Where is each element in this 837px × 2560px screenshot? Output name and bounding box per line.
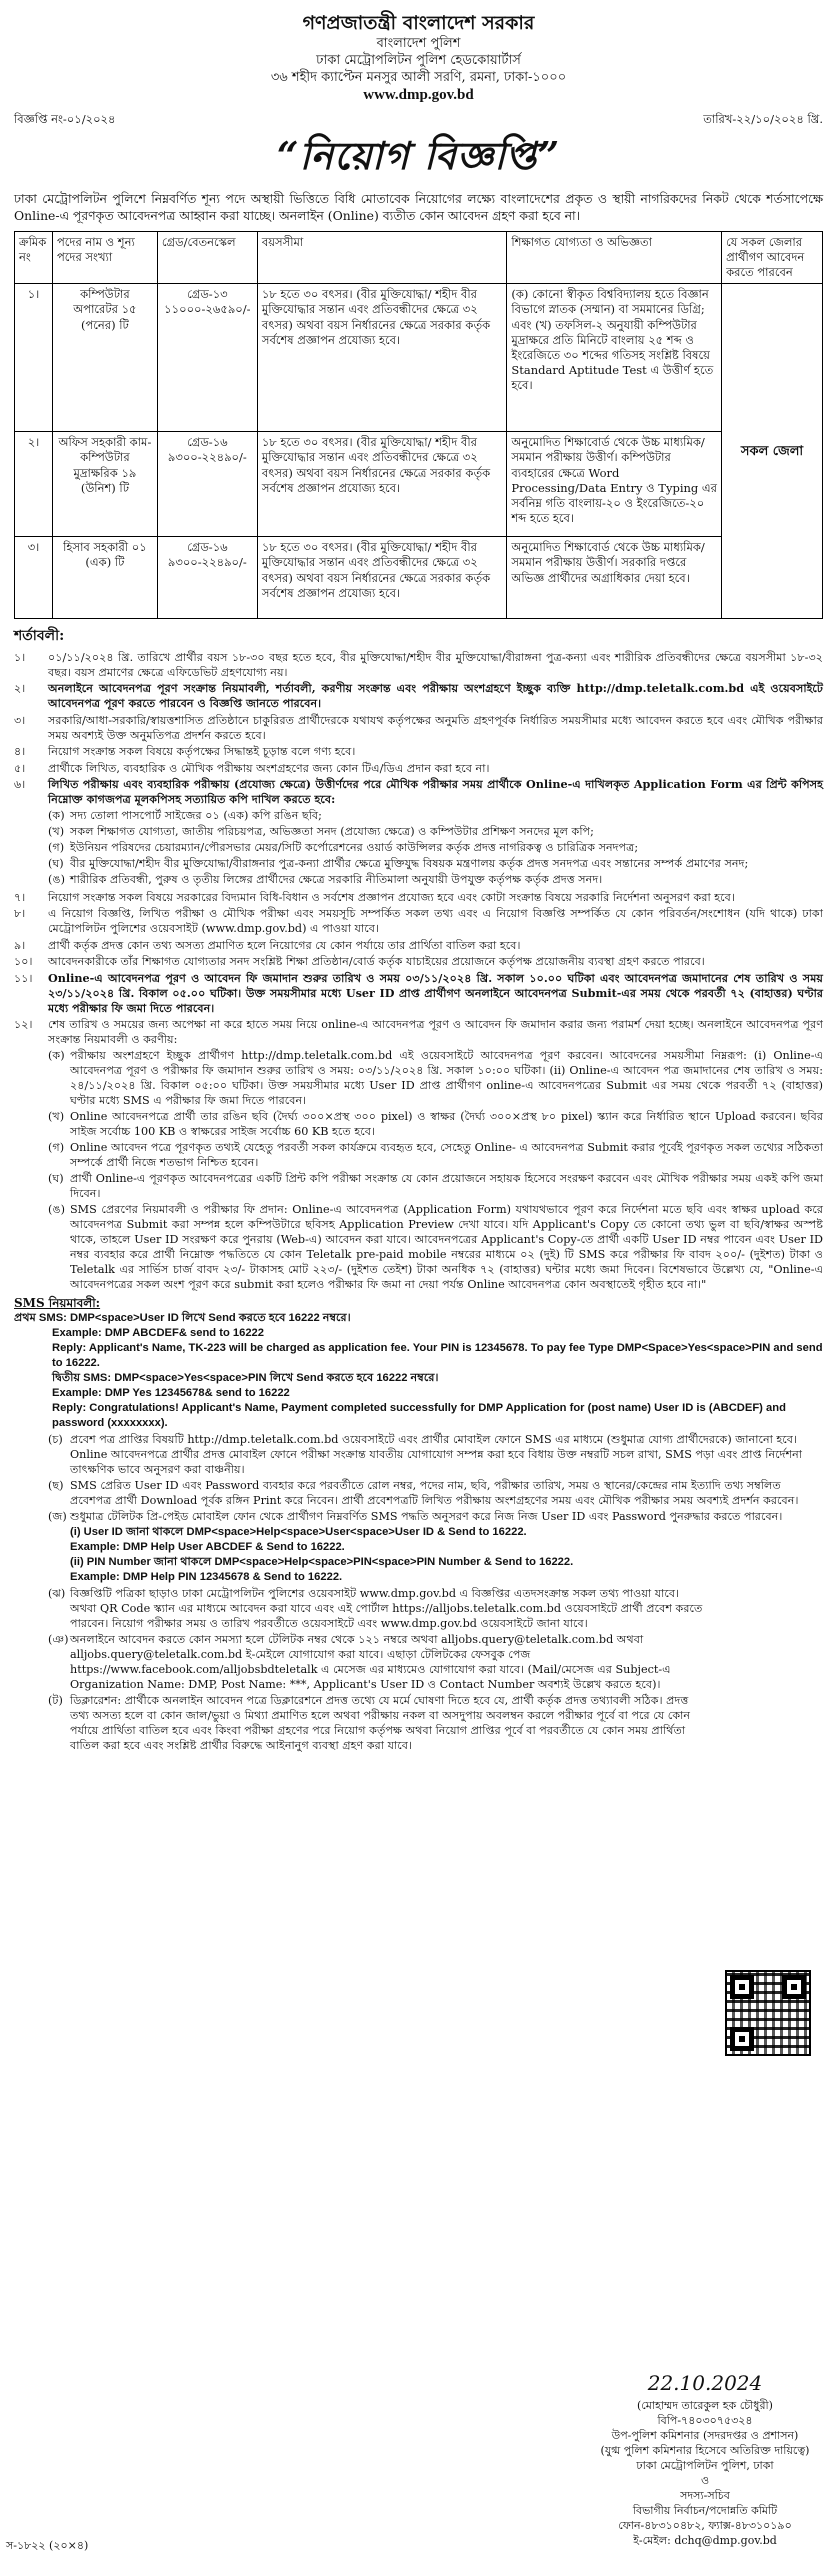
signatory-id: বিপি-৭৪০৩০৭৫৩২৪ [657, 2414, 753, 2428]
posts-table [14, 231, 823, 620]
sub-label: (ঘ) [48, 857, 64, 871]
term-text: নিয়োগ সংক্রান্ত সকল বিষয়ে সরকারের বিদ্যমান বিধি-বিধান ও সর্বশেষ প্রজ্ঞাপন প্রযোজ্য হবে এবং কোটা সংক্রান্ত বিষয়ে সরকারি নির্দেশনা অনুসরণ করা হবে। [48, 890, 735, 904]
col-header-post: পদের নাম ও শূন্য পদের সংখ্যা [52, 231, 157, 284]
sub-text: পরীক্ষায় অংশগ্রহণে ইচ্ছুক প্রার্থীগণ http://dmp.teletalk.com.bd এই ওয়েবসাইটে আবেদনপত্র পূরণ করবেন। আবেদনের সময়সীমা নিম্নরূপ: (i) Online-এ আবেদনপত্র পূরণ ও পরীক্ষার ফি জমাদান শুরুর তারিখ ও সময়: ০৩/১১/২০২৪ খ্রি. সকাল ১০:০০ ঘটিকা। (ii) Online-এ আবেদন পত্র জমাদানের শেষ তারিখ ও সময়: ২৪/১১/২০২৪ খ্রি. বিকাল ০৫:০০ ঘটিকা। উক্ত সময়সীমার মধ্যে User ID প্রাপ্ত প্রার্থীগণ online-এ আবেদনপত্রের Submit এর সময় থেকে পরবর্তী ৭২ (বাহাত্তর) ঘণ্টার মধ্যে SMS এ পরীক্ষার ফি জমা দিতে পারবেন। [70, 1049, 823, 1108]
term-text: এ নিয়োগ বিজ্ঞপ্তি, লিখিত পরীক্ষা ও মৌখিক পরীক্ষা এবং সময়সূচি সম্পর্কিত সকল তথ্য এবং এ নিয়োগ বিজ্ঞপ্তি সম্পর্কিত যে কোন পরিবর্তন/সংশোধন (যদি থাকে) ঢাকা মেট্রোপলিটন পুলিশের ওয়েবসাইট (www.dmp.gov.bd) এ পাওয়া যাবে। [48, 907, 823, 936]
footer-code: স-১৮২২ (২০×৪) [6, 2539, 89, 2553]
sub-item [48, 808, 823, 823]
term-text: নিয়োগ সংক্রান্ত সকল বিষয়ে কর্তৃপক্ষের সিদ্ধান্তই চূড়ান্ত বলে গণ্য হবে। [48, 745, 356, 759]
sub-text: SMS প্রেরিত User ID এবং Password ব্যবহার করে পরবর্তীতে রোল নম্বর, পদের নাম, ছবি, পরীক্ষার তারিখ, সময় ও স্থানের/কেন্দ্রের নাম ইত্যাদি তথ্য সম্বলিত প্রবেশপত্র প্রার্থী Download পূর্বক রঙ্গিন Print করে নিবেন। প্রার্থী প্রবেশপত্রটি লিখিত পরীক্ষায় অংশগ্রহণের সময় এবং মৌখিক পরীক্ষার সময় অবশ্যই প্রদর্শন করবেন। [70, 1478, 799, 1507]
sub-label: (ক) [48, 809, 65, 823]
term-item [14, 938, 823, 953]
recovery-block [70, 1525, 690, 1585]
term-text: সরকারি/আধা-সরকারি/স্বায়ত্তশাসিত প্রতিষ্ঠানে চাকুরিরত প্রার্থীদেরকে যথাযথ কর্তৃপক্ষের অনুমতি গ্রহণপূর্বক নির্ধারিত সময়সীমার মধ্যে আবেদন করতে হবে এবং মৌখিক পরীক্ষার সময় অবশ্যই উক্ত অনুমতিপত্র প্রদর্শন করতে হবে। [48, 713, 823, 742]
term-item [14, 744, 823, 759]
sub-text: শারীরিক প্রতিবন্ধী, পুরুষ ও তৃতীয় লিঙ্গের প্রার্থীদের ক্ষেত্রে সরকারি নীতিমালা অনুযায়ী উপযুক্ত কর্তৃপক্ষ কর্তৃক প্রদত্ত সনদ। [70, 873, 603, 887]
sub-list [48, 1048, 823, 1292]
qr-code-icon[interactable] [725, 1970, 811, 2056]
recovery-line: Example: DMP Help PIN 12345678 & Send to 16222. [70, 1570, 343, 1583]
term-text: প্রার্থীকে লিখিত, ব্যবহারিক ও মৌখিক পরীক্ষায় অংশগ্রহণের জন্য কোন টিএ/ডিএ প্রদান করা হবে না। [48, 761, 490, 775]
reference-row [14, 112, 823, 127]
term-number: ১২। [14, 1018, 33, 1032]
cell-grade: গ্রেড-১৩ ১১০০০-২৬৫৯০/- [157, 284, 257, 432]
sub-item [48, 1171, 823, 1201]
signatory-email[interactable]: ই-মেইল: dchq@dmp.gov.bd [633, 2533, 777, 2547]
signatory-name: (মোহাম্মদ তারেকুল হক চৌধুরী) [637, 2399, 773, 2413]
term-item [14, 954, 823, 969]
signatory-title: উপ-পুলিশ কমিশনার (সদরদপ্তর ও প্রশাসন) [611, 2429, 799, 2443]
term-item [14, 890, 823, 905]
recovery-line: Example: DMP Help User ABCDEF & Send to 16222. [70, 1540, 345, 1553]
final-sub-list [48, 1586, 708, 1753]
sub-item [48, 1586, 708, 1631]
term-text: ০১/১১/২০২৪ খ্রি. তারিখে প্রার্থীর বয়স ১৮-৩০ বছর হতে হবে, বীর মুক্তিযোদ্ধা/শহীদ বীর মুক্তিযোদ্ধা/বীরাঙ্গনা পুত্র-কন্যা এবং শারীরিক প্রতিবন্ধীদের ক্ষেত্রে বয়সসীমা ১৮-৩২ বছর। বয়স প্রমাণের ক্ষেত্রে এফিডেভিট গ্রহণযোগ্য নয়। [48, 650, 823, 679]
terms-heading: শর্তাবলী: [14, 628, 65, 645]
term-text: Online-এ আবেদনপত্র পূরণ ও আবেদন ফি জমাদান শুরুর তারিখ ও সময় ০৩/১১/২০২৪ খ্রি. সকাল ১০.০০ ঘটিকা এবং আবেদনপত্র জমাদানের শেষ তারিখ ও সময় ২৩/১১/২০২৪ খ্রি. বিকাল ০৫.০০ ঘটিকা। উক্ত সময়সীমার মধ্যে User ID প্রাপ্ত প্রার্থীগণ অনলাইনে আবেদনপত্র Submit-এর সময় থেকে পরবর্তী ৭২ (বাহাত্তর) ঘণ্টার মধ্যে পরীক্ষার ফি জমা দিতে পারবেন। [48, 970, 823, 1015]
dept-name: বাংলাদেশ পুলিশ [376, 35, 461, 51]
sub-label: (ছ) [48, 1478, 64, 1492]
signatory-org: ঢাকা মেট্রোপলিটন পুলিশ, ঢাকা [636, 2459, 774, 2472]
signatory-phone: ফোন-৪৮৩১০৪৮২, ফ্যাক্স-৪৮৩১০১৯০ [618, 2518, 792, 2532]
cell-education: অনুমোদিত শিক্ষাবোর্ড থেকে উচ্চ মাধ্যমিক/সমমান পরীক্ষায় উত্তীর্ণ। কম্পিউটার ব্যবহারের ক্ষেত্রে Word Processing/Data Entry ও Typing এর সর্বনিম্ন গতি বাংলায়-২০ ও ইংরেজিতে-২০ শব্দ হতে হবে। [507, 432, 722, 537]
sub-item [48, 1478, 823, 1508]
col-header-age: বয়সসীমা [257, 231, 507, 284]
term-number: ৪। [14, 745, 26, 759]
sub-text: বীর মুক্তিযোদ্ধা/শহীদ বীর মুক্তিযোদ্ধা/বীরাঙ্গনার পুত্র-কন্যা প্রার্থীর ক্ষেত্রে মুক্তিযুদ্ধ বিষয়ক মন্ত্রণালয় কর্তৃক প্রদত্ত সনদপত্র এবং সন্তানের সম্পর্ক প্রমাণের সনদ; [70, 857, 749, 871]
term-text: শেষ তারিখ ও সময়ের জন্য অপেক্ষা না করে হাতে সময় নিয়ে online-এ আবেদনপত্র পূরণ ও আবেদন ফি জমাদান করার জন্য পরামর্শ দেয়া হচ্ছে। অনলাইনে আবেদনপত্র পূরণ সংক্রান্ত নিয়মাবলী ও করণীয়: [48, 1018, 823, 1047]
terms-list [14, 650, 823, 1294]
signatory-additional-title: (যুগ্ম পুলিশ কমিশনার হিসেবে অতিরিক্ত দায়িত্বে) [600, 2444, 810, 2458]
letterhead [14, 12, 823, 106]
sms-heading: SMS নিয়মাবলী: [14, 1295, 101, 1310]
term-number: ৫। [14, 761, 26, 775]
sub-label: (গ) [48, 1141, 65, 1155]
table-header-row [15, 231, 823, 284]
sub-label: (ট) [48, 1693, 63, 1707]
table-row [15, 432, 823, 537]
sub-text: শুধুমাত্র টেলিটক প্রি-পেইড মোবাইল ফোন থেকে প্রার্থীগণ নিম্নবর্ণিত SMS পদ্ধতি অনুসরণ করে নিজ নিজ User ID এবং Password পুনরুদ্ধার করতে পারবেন। [70, 1509, 783, 1523]
cell-post: হিসাব সহকারী ০১ (এক) টি [52, 537, 157, 619]
office-address: ৩৬ শহীদ ক্যাপ্টেন মনসুর আলী সরণি, রমনা, ঢাকা-১০০০ [270, 69, 567, 85]
sub-label: (খ) [48, 825, 65, 839]
sub-text: বিজ্ঞপ্তিটি পত্রিকা ছাড়াও ঢাকা মেট্রোপলিটন পুলিশের ওয়েবসাইট www.dmp.gov.bd এ বিজ্ঞপ্তির এতদসংক্রান্ত সকল তথ্য পাওয়া যাবে। অথবা QR Code স্ক্যান এর মাধ্যমে আবেদন করা যাবে এবং এই পোর্টাল https://alljobs.teletalk.com.bd ওয়েবসাইটে প্রার্থী প্রবেশ করতে পারবেন। নিয়োগ পরীক্ষার সময় ও তারিখ পরবর্তীতে ওয়েবসাইটে এবং www.dmp.gov.bd ওয়েবসাইটে জানা যাবে। [70, 1586, 703, 1630]
term-text: প্রার্থী কর্তৃক প্রদত্ত কোন তথ্য অসত্য প্রমাণিত হলে নিয়োগের যে কোন পর্যায়ে তার প্রার্থিতা বাতিল করা হবে। [48, 938, 521, 952]
sub-item [48, 840, 823, 855]
term-number: ১০। [14, 955, 33, 969]
recovery-line: (i) User ID জানা থাকলে DMP<space>Help<space>User<space>User ID & Send to 16222. [70, 1525, 527, 1538]
govt-name: গণপ্রজাতন্ত্রী বাংলাদেশ সরকার [302, 12, 535, 34]
sub-label: (জ) [48, 1509, 67, 1523]
intro-paragraph: ঢাকা মেট্রোপলিটন পুলিশে নিম্নবর্ণিত শূন্য পদে অস্থায়ী ভিত্তিতে বিধি মোতাবেক নিয়োগের লক্ষ্যে বাংলাদেশের প্রকৃত ও স্থায়ী নাগরিকদের নিকট থেকে শর্তসাপেক্ষে Online-এ পূরণকৃত আবেদনপত্র আহ্বান করা যাচ্ছে। অনলাইন (Online) ব্যতীত কোন আবেদন গ্রহণ করা হবে না। [14, 190, 823, 224]
signatory-committee: বিভাগীয় নির্বাচন/পদোন্নতি কমিটি [632, 2503, 778, 2517]
sub-item [48, 1109, 823, 1139]
recovery-line: (ii) PIN Number জানা থাকলে DMP<space>Help<space>PIN<space>PIN Number & Send to 16222. [70, 1555, 574, 1568]
cell-grade: গ্রেড-১৬ ৯৩০০-২২৪৯০/- [157, 432, 257, 537]
cell-grade: গ্রেড-১৬ ৯৩০০-২২৪৯০/- [157, 537, 257, 619]
sub-label: (খ) [48, 1110, 65, 1124]
col-header-education: শিক্ষাগত যোগ্যতা ও অভিজ্ঞতা [507, 231, 722, 284]
sub-text: সদ্য তোলা পাসপোর্ট সাইজের ০১ (এক) কপি রঙিন ছবি; [70, 809, 322, 823]
term-number: ৩। [14, 713, 26, 727]
sub-text: Online আবেদনপত্রে প্রার্থী তার রঙিন ছবি (দৈর্ঘ্য ৩০০×প্রস্থ ৩০০ pixel) ও স্বাক্ষর (দৈর্ঘ্য ৩০০×প্রস্থ ৮০ pixel) স্ক্যান করে নির্ধারিত স্থানে Upload করবেন। ছবির সাইজ সর্বোচ্চ 100 KB ও স্বাক্ষরের সাইজ সর্বোচ্চ 60 KB হতে হবে। [70, 1110, 823, 1139]
col-header-sl: ক্রমিক নং [15, 231, 53, 284]
cell-post: অফিস সহকারী কাম-কম্পিউটার মুদ্রাক্ষরিক ১৯ (উনিশ) টি [52, 432, 157, 537]
sub-label: (ঞ) [48, 1632, 69, 1646]
cell-age: ১৮ হতে ৩০ বৎসর। (বীর মুক্তিযোদ্ধা/ শহীদ বীর মুক্তিযোদ্ধার সন্তান এবং প্রতিবন্ধীদের ক্ষেত্রে ৩২ বৎসর) অথবা বয়স নির্ধারনের ক্ষেত্রে সরকার কর্তৃক সর্বশেষ প্রজ্ঞাপন প্রযোজ্য হবে। [257, 284, 507, 432]
sub-text: সকল শিক্ষাগত যোগ্যতা, জাতীয় পরিচয়পত্র, অভিজ্ঞতা সনদ (প্রযোজ্য ক্ষেত্রে) ও কম্পিউটার প্রশিক্ষণ সনদের মূল কপি; [70, 825, 594, 839]
sub-text: ডিক্লারেশন: প্রার্থীকে অনলাইন আবেদন পত্রে ডিক্লারেশনে প্রদত্ত তথ্যে যে মর্মে ঘোষণা দিতে হবে যে, প্রার্থী কর্তৃক প্রদত্ত তথ্যাবলী সঠিক। প্রদত্ত তথ্য অসত্য হলে বা কোন জাল/ভুয়া ও মিথ্যা প্রমাণিত হলে অথবা পরীক্ষায় নকল বা অসদুপায় অবলম্বন করলে পরীক্ষার পূর্বে বা পরে যে কোন পর্যায়ে প্রার্থিতা বাতিল হবে এবং কিংবা পরীক্ষা গ্রহণের পরে নিয়োগ কর্তৃপক্ষ অথবা নিয়োগ প্রাপ্তির পূর্বে বা পরবর্তীতে যে কোন সময় প্রার্থিতা বাতিল করা হবে এবং সংশ্লিষ্ট প্রার্থীর বিরুদ্ধে আইনানুগ ব্যবস্থা গ্রহণ করা যাবে। [70, 1693, 691, 1752]
sub-item [48, 1048, 823, 1108]
term-item [14, 1017, 823, 1293]
signature: 22.10.2024 [647, 2371, 763, 2395]
signature-block [585, 2370, 825, 2549]
sub-item [48, 872, 823, 887]
cell-education: অনুমোদিত শিক্ষাবোর্ড থেকে উচ্চ মাধ্যমিক/সমমান পরীক্ষায় উত্তীর্ণ। সরকারি দপ্তরে অভিজ্ঞ প্রার্থীদের অগ্রাধিকার দেয়া হবে। [507, 537, 722, 619]
term-text: অনলাইনে আবেদনপত্র পূরণ সংক্রান্ত নিয়মাবলী, শর্তাবলী, করণীয় সংক্রান্ত এবং পরীক্ষায় অংশগ্রহণে ইচ্ছুক ব্যক্তি http://dmp.teletalk.com.bd এই ওয়েবসাইটে আবেদনপত্র পূরণ করতে পারবেন ও বিজ্ঞপ্তি জানতে পারবেন। [48, 681, 823, 711]
term-item [14, 971, 823, 1016]
sub-text: ইউনিয়ন পরিষদের চেয়ারম্যান/পৌরসভার মেয়র/সিটি কর্পোরেশনের ওয়ার্ড কাউন্সিলর কর্তৃক প্রদত্ত নাগরিকত্ব ও চারিত্রিক সনদপত্র; [70, 841, 639, 855]
office-name: ঢাকা মেট্রোপলিটন পুলিশ হেডকোয়ার্টার্স [316, 52, 521, 68]
term-item [14, 906, 823, 936]
cell-age: ১৮ হতে ৩০ বৎসর। (বীর মুক্তিযোদ্ধা/ শহীদ বীর মুক্তিযোদ্ধার সন্তান এবং প্রতিবন্ধীদের ক্ষেত্রে ৩২ বৎসর) অথবা বয়স নির্ধারনের ক্ষেত্রে সরকার কর্তৃক সর্বশেষ প্রজ্ঞাপন প্রযোজ্য হবে। [257, 432, 507, 537]
notice-title: “নিয়োগ বিজ্ঞপ্তি” [276, 133, 561, 179]
term-item [14, 650, 823, 680]
title-wrap [14, 131, 823, 181]
term-item [14, 761, 823, 776]
sub-label: (ঝ) [48, 1586, 66, 1600]
sub-item [48, 1140, 823, 1170]
term-number: ৮। [14, 907, 26, 921]
sms-line: Reply: Congratulations! Applicant's Name, Payment completed successfully for DMP Application for (post name) User ID is (ABCDEF) and password (xxxxxxxx). [52, 1401, 786, 1429]
sub-item [48, 824, 823, 839]
term-number: ২। [14, 682, 26, 696]
term-item [14, 713, 823, 743]
sms-line: Example: DMP ABCDEF& send to 16222 [52, 1326, 264, 1339]
sms-line: Reply: Applicant's Name, TK-223 will be charged as application fee. Your PIN is 12345678. To pay fee Type DMP<Space>Yes<space>PIN and send to 16222. [52, 1341, 823, 1369]
cell-sl: ২। [15, 432, 53, 537]
sms-line: Example: DMP Yes 12345678& send to 16222 [52, 1386, 290, 1399]
cell-district: সকল জেলা [722, 284, 823, 619]
cell-age: ১৮ হতে ৩০ বৎসর। (বীর মুক্তিযোদ্ধা/ শহীদ বীর মুক্তিযোদ্ধার সন্তান এবং প্রতিবন্ধীদের ক্ষেত্রে ৩২ বৎসর) অথবা বয়স নির্ধারনের ক্ষেত্রে সরকার কর্তৃক সর্বশেষ প্রজ্ঞাপন প্রযোজ্য হবে। [257, 537, 507, 619]
signatory-role: সদস্য-সচিব [680, 2488, 730, 2502]
sub-text: Online আবেদন পত্রে পূরণকৃত তথ্যই যেহেতু পরবর্তী সকল কার্যক্রমে ব্যবহৃত হবে, সেহেতু Online- এ আবেদনপত্র Submit করার পূর্বেই পূরণকৃত সকল তথ্যের সঠিকতা সম্পর্কে প্রার্থী নিজে শতভাগ নিশ্চিত হবেন। [70, 1141, 823, 1170]
term-number: ৬। [14, 778, 26, 792]
sub-item [48, 856, 823, 871]
term-item [14, 681, 823, 711]
sub-item [48, 1202, 823, 1292]
notice-number: বিজ্ঞপ্তি নং-০১/২০২৪ [14, 112, 116, 127]
sub-label: (গ) [48, 841, 65, 855]
sub-text: SMS প্রেরণের নিয়মাবলী ও পরীক্ষার ফি প্রদান: Online-এ আবেদনপত্র (Application Form) যথাযথভাবে পূরণ করে নির্দেশনা মতে ছবি এবং স্বাক্ষর upload করে আবেদনপত্র Submit করা সম্পন্ন হলে কম্পিউটারে ছবিসহ Application Preview দেখা যাবে। যদি Applicant's Copy তে কোনো তথ্য ভুল বা ছবি/স্বাক্ষর অস্পষ্ট থাকে, তাহলে User ID সংরক্ষণ করে পুনরায় (Web-এ) আবেদন করা যাবে। আবেদনপত্রের Applicant's Copy-তে প্রার্থী একটি User ID নম্বর পাবেন এবং User ID নম্বর ব্যবহার করে প্রার্থী নিম্নোক্ত পদ্ধতিতে যে কোন Teletalk pre-paid mobile নম্বরের মাধ্যমে ০২ (দুই) টি SMS করে পরীক্ষার ফি বাবদ ২০০/- (দুইশত) টাকা ও Teletalk এর সার্ভিস চার্জ বাবদ ২৩/- টাকাসহ মোট ২২৩/- (দুইশত তেইশ) টাকা অনধিক ৭২ (বাহাত্তর) ঘন্টার মধ্যে জমা দিবেন। বিশেষভাবে উল্লেখ্য যে, "Online-এ আবেদনপত্রের সকল অংশ পূরণ করে submit করা হলেও পরীক্ষার ফি জমা না দেয়া পর্যন্ত Online আবেদনপত্র কোন অবস্থাতেই গৃহীত হবে না।" [70, 1203, 823, 1292]
sub-item [48, 1509, 823, 1524]
sub-item [48, 1632, 708, 1692]
cell-education: (ক) কোনো স্বীকৃত বিশ্ববিদ্যালয় হতে বিজ্ঞান বিভাগে স্নাতক (সম্মান) বা সমমানের ডিগ্রি; এবং (খ) তফসিল-২ অনুযায়ী কম্পিউটার মুদ্রাক্ষরে প্রতি মিনিটে বাংলায় ২৫ শব্দ ও ইংরেজিতে ৩০ শব্দের গতিসহ সংশ্লিষ্ট বিষয়ে Standard Aptitude Test এ উত্তীর্ণ হতে হবে। [507, 284, 722, 432]
cell-post: কম্পিউটার অপারেটর ১৫ (পনের) টি [52, 284, 157, 432]
table-row [15, 284, 823, 432]
term-item [14, 777, 823, 888]
sms-sub-list [48, 1432, 823, 1524]
sms-line: দ্বিতীয় SMS: DMP<space>Yes<space>PIN লিখে Send করতে হবে 16222 নম্বরে। [52, 1371, 439, 1384]
signatory-and: ও [700, 2473, 710, 2487]
sub-list [48, 808, 823, 887]
notice-date: তারিখ-২২/১০/২০২৪ খ্রি. [703, 112, 823, 127]
sub-label: (ঙ) [48, 1203, 65, 1217]
term-number: ১। [14, 650, 26, 664]
term-number: ৯। [14, 938, 26, 952]
term-text: লিখিত পরীক্ষায় এবং ব্যবহারিক পরীক্ষায় (প্রযোজ্য ক্ষেত্রে) উত্তীর্ণদের পরে মৌখিক পরীক্ষার সময় প্রার্থীকে Online-এ দাখিলকৃত Application Form এর প্রিন্ট কপিসহ নিম্নোক্ত কাগজপত্র মূলকপিসহ সত্যায়িত কপি দাখিল করতে হবে: [48, 777, 823, 807]
sub-label: (ঙ) [48, 873, 65, 887]
table-row [15, 537, 823, 619]
term-number: ৭। [14, 890, 26, 904]
sub-label: (ক) [48, 1049, 65, 1063]
sub-text: অনলাইনে আবেদন করতে কোন সমস্যা হলে টেলিটক নম্বর থেকে ১২১ নম্বরে অথবা alljobs.query@teletalk.com.bd অথবা alljobs.query@teletalk.com.bd ই-মেইলে যোগাযোগ করা যাবে। এছাড়া টেলিটকের ফেসবুক পেজ https://www.facebook.com/alljobsbdteletalk এ মেসেজ এর মাধ্যমেও যোগাযোগ করা যাবে। (Mail/মেসেজ এর Subject-এ Organization Name: DMP, Post Name: ***, Applicant's User ID ও Contact Number অবশ্যই উল্লেখ করতে হবে)। [70, 1632, 671, 1691]
cell-sl: ৩। [15, 537, 53, 619]
website[interactable]: www.dmp.gov.bd [363, 87, 474, 104]
sub-label: (ঘ) [48, 1172, 64, 1186]
col-header-district: যে সকল জেলার প্রার্থীগণ আবেদন করতে পারবেন [722, 231, 823, 284]
sub-label: (চ) [48, 1432, 63, 1446]
col-header-grade: গ্রেড/বেতনস্কেল [157, 231, 257, 284]
cell-sl: ১। [15, 284, 53, 432]
sub-item [48, 1693, 708, 1753]
sms-line: প্রথম SMS: DMP<space>User ID লিখে Send করতে হবে 16222 নম্বরে। [14, 1311, 351, 1324]
sub-text: প্রার্থী Online-এ পূরণকৃত আবেদনপত্রের একটি প্রিন্ট কপি পরীক্ষা সংক্রান্ত যে কোন প্রয়োজনে সহায়ক হিসেবে সংরক্ষণ করবেন এবং মৌখিক পরীক্ষার সময় একই কপি জমা দিবেন। [70, 1172, 823, 1201]
sms-section [14, 1295, 823, 1753]
sub-text: প্রবেশ পত্র প্রাপ্তির বিষয়টি http://dmp.teletalk.com.bd ওয়েবসাইটে এবং প্রার্থীর মোবাইল ফোনে SMS এর মাধ্যমে (শুধুমাত্র যোগ্য প্রার্থীদেরকে) জানানো হবে। Online আবেদনপত্রে প্রার্থীর প্রদত্ত মোবাইল ফোনে পরীক্ষা সংক্রান্ত যাবতীয় যোগাযোগ সম্পন্ন করা হবে বিধায় উক্ত নম্বরটি সচল রাখা, SMS পড়া এবং প্রাপ্ত নির্দেশনা তাৎক্ষণিক ভাবে অনুসরণ করা বাঞ্চনীয়। [70, 1432, 803, 1476]
term-number: ১১। [14, 971, 33, 985]
term-text: আবেদনকারীকে তাঁর শিক্ষাগত যোগ্যতার সনদ সংশ্লিষ্ট শিক্ষা প্রতিষ্ঠান/বোর্ড কর্তৃক যাচাইয়ের প্রয়োজনে কর্তৃপক্ষ প্রয়োজনীয় ব্যবস্থা গ্রহণ করতে পারবে। [48, 955, 705, 969]
sub-item [48, 1432, 823, 1477]
